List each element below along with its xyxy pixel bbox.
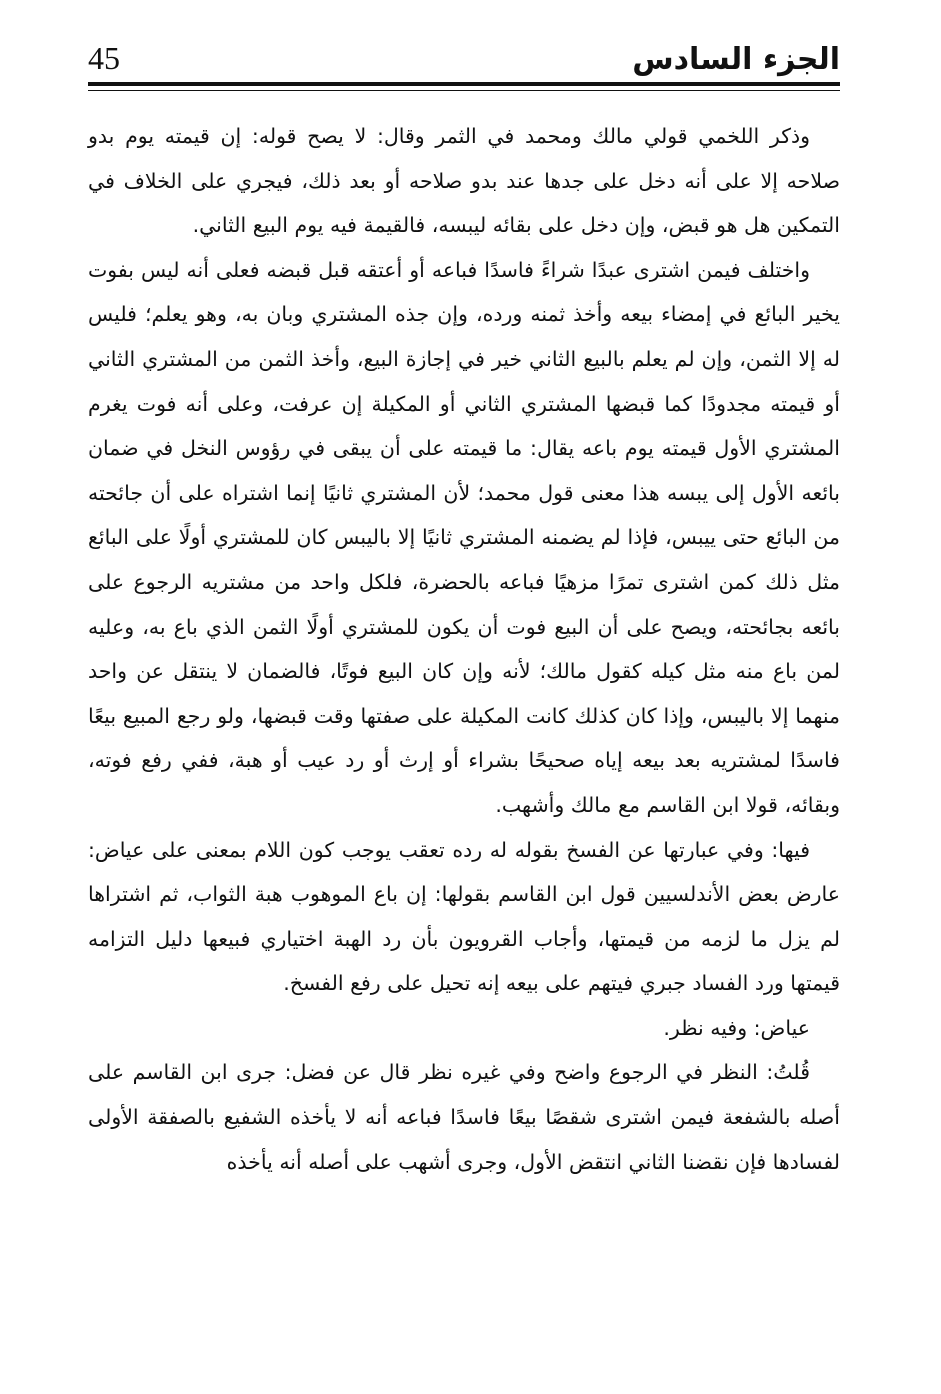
paragraph-iyad: عياض: وفيه نظر. (663, 1015, 810, 1040)
paragraph-qultu: قُلتُ: النظر في الرجوع واضح وفي غيره نظر قال عن فضل: جرى ابن القاسم على أصله بالشفعة فيمن اشترى شقصًا بيعًا فاسدًا فباعه أنه لا يأخذه الشفيع بالصفقة الأولى لفسادها فإن نقضنا الثاني انتقض الأول، وجرى أشهب على أصله أنه يأخذه (88, 1060, 840, 1174)
page-header (88, 38, 840, 78)
paragraph-fiha: فيها: وفي عبارتها عن الفسخ بقوله له رده تعقب يوجب كون اللام بمعنى على عياض: عارض بعض الأندلسيين قول ابن القاسم بقولها: إن باع الموهوب هبة الثواب، ثم اشتراها لم يزل ما لزمه من قيمتها، وأجاب القرويون بأن رد الهبة اختياري فبيعها دليل التزامه قيمتها ورد الفساد جبري فيتهم على بيعه إنه تحيل على رفع الفسخ. (88, 837, 840, 996)
page-body (88, 114, 840, 1184)
running-title: الجزء السادس (632, 42, 840, 77)
header-rule-thick (88, 82, 840, 86)
page-number: 45 (88, 40, 120, 76)
paragraph-ikhtalafa: واختلف فيمن اشترى عبدًا شراءً فاسدًا فباعه أو أعتقه قبل قبضه فعلى أنه ليس بفوت يخير البائع في إمضاء بيعه وأخذ ثمنه ورده، وإن جذه المشتري وبان به، وهو يعلم؛ فليس له إلا الثمن، وإن لم يعلم بالبيع الثاني خير في إجازة البيع، وأخذ الثمن من المشتري الثاني أو قيمته مجدودًا كما قبضها المشتري الثاني أو المكيلة إن عرفت، وعلى أنه فوت يغرم المشتري الأول قيمته يوم باعه يقال: ما قيمته على أن يبقى في رؤوس النخل في ضمان بائعه الأول إلى يبسه هذا معنى قول محمد؛ لأن المشتري ثانيًا إنما اشتراه على أن جائحته من البائع حتى ييبس، فإذا لم يضمنه المشتري ثانيًا إلا باليبس كان للمشتري أولًا على البائع مثل ذلك كمن اشترى تمرًا مزهيًا فباعه بالحضرة، فلكل واحد من مشتريه الرجوع على بائعه بجائحته، ويصح على أن البيع فوت أن يكون للمشتري أولًا الثمن الذي باع به، وعليه لمن باع منه مثل كيله كقول مالك؛ لأنه وإن كان البيع فوتًا، فالضمان لا ينتقل عن واحد منهما إلا باليبس، وإذا كان كذلك كانت المكيلة على صفتها وقت قبضها، ولو رجع المبيع بيعًا فاسدًا لمشتريه بعد بيعه إياه صحيحًا بشراء أو إرث أو رد عيب أو هبة، ففي رفع فوته، وبقائه، قولا ابن القاسم مع مالك وأشهب. (88, 257, 840, 817)
header-rule-thin (88, 90, 840, 91)
paragraph-lakhmi: وذكر اللخمي قولي مالك ومحمد في الثمر وقال: لا يصح قوله: إن قيمته يوم بدو صلاحه إلا على أنه دخل على جدها عند بدو صلاحه أو بعد ذلك، فيجري على الخلاف في التمكين هل هو قبض، وإن دخل على بقائه ليبسه، فالقيمة فيه يوم البيع الثاني. (88, 124, 840, 238)
